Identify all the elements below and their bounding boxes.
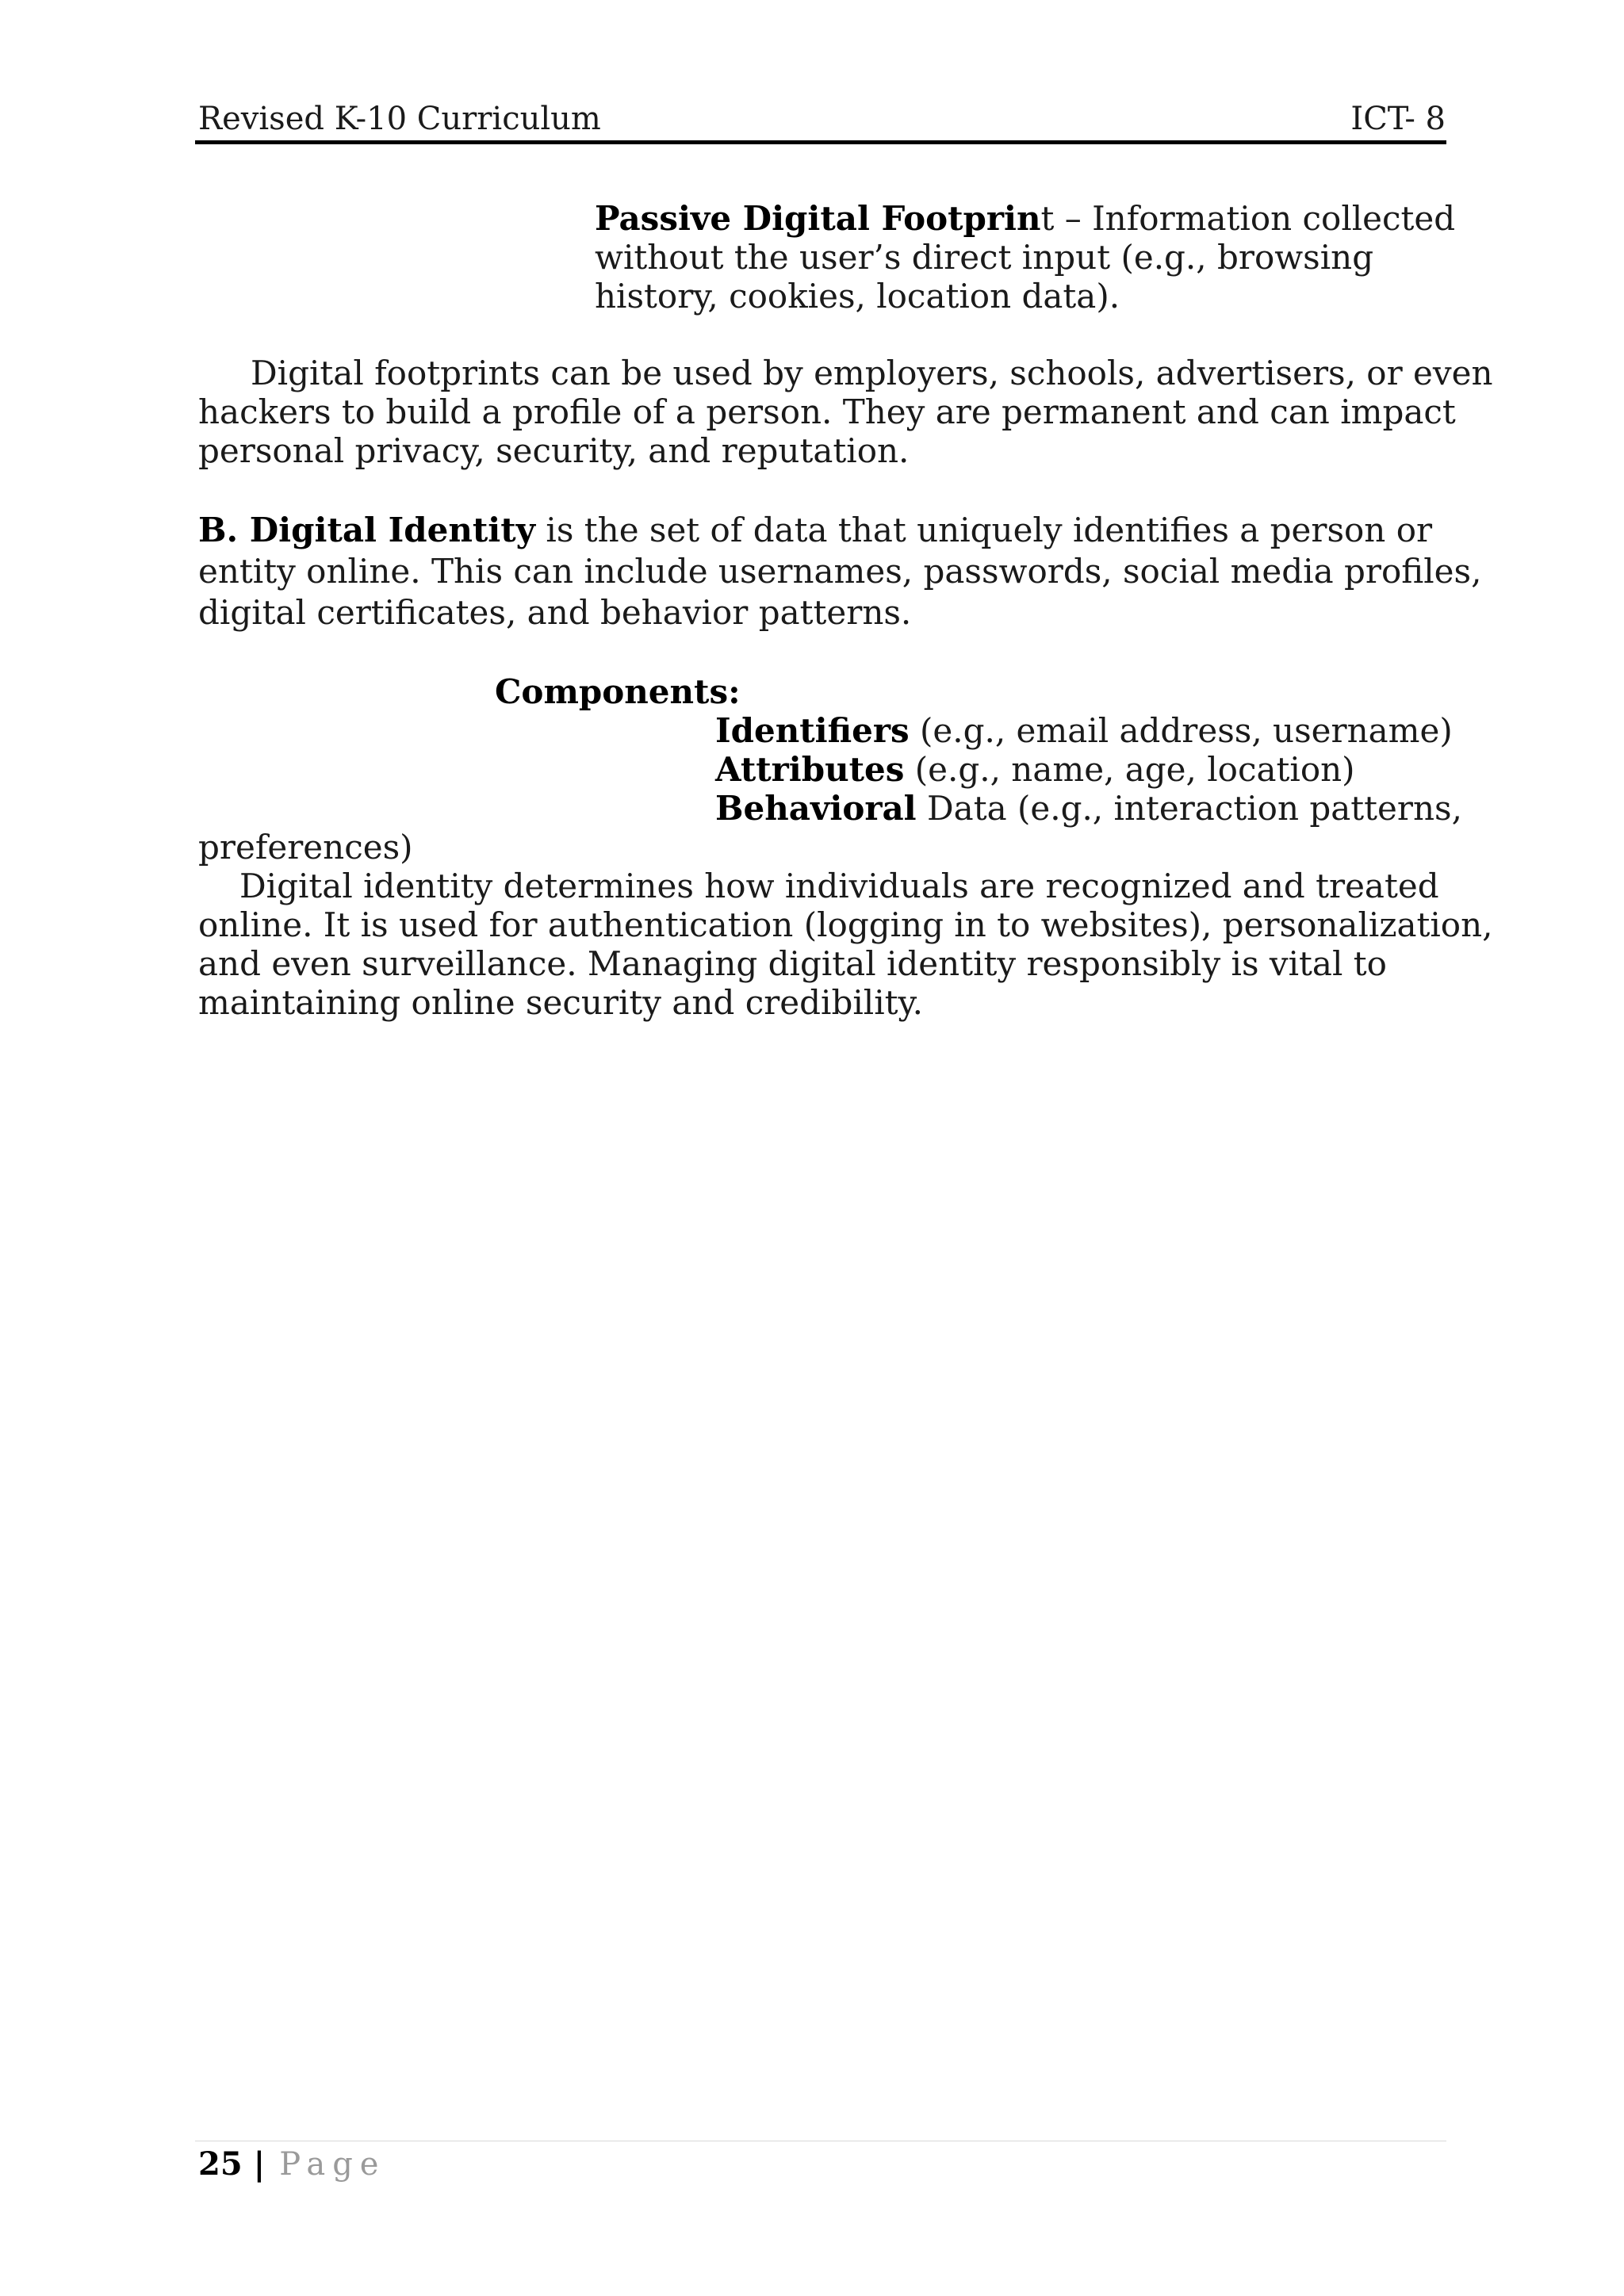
- header-subject-code: ICT- 8: [1350, 101, 1446, 137]
- identity-paragraph: [198, 867, 1492, 1022]
- page-label: Page: [279, 2146, 386, 2183]
- identity-line-3: digital certificates, and behavior patterns.: [198, 593, 912, 632]
- digital-identity-heading: B. Digital Identity: [198, 511, 536, 549]
- header-curriculum-title: Revised K-10 Curriculum: [198, 101, 601, 137]
- page-footer: [198, 2144, 385, 2185]
- footprints-paragraph: [198, 354, 1493, 470]
- passive-line-3: history, cookies, location data).: [595, 277, 1120, 316]
- passive-footprint-definition: Passive Digital Footprint – Information collected without the user’s direct input (e.g., browsing history, cookies, location data).: [595, 199, 1456, 316]
- footprints-line-2: hackers to build a profile of a person. They are permanent and can impact: [198, 392, 1456, 431]
- identity-paragraph-line-1: Digital identity determines how individuals are recognized and treated: [239, 867, 1439, 905]
- identity-line-2: entity online. This can include usernames, passwords, social media profiles,: [198, 552, 1482, 591]
- components-list: [715, 711, 1462, 828]
- components-wrap-text: preferences): [198, 828, 413, 867]
- passive-footprint-term: Passive Digital Footprin: [595, 199, 1041, 238]
- page-number: 25: [198, 2145, 243, 2183]
- component-item-identifiers: Identifiers (e.g., email address, username): [715, 711, 1453, 750]
- identity-paragraph-line-2: online. It is used for authentication (logging in to websites), personalization,: [198, 905, 1493, 944]
- identity-paragraph-line-3: and even surveillance. Managing digital identity responsibly is vital to: [198, 944, 1387, 983]
- footprints-line-1: Digital footprints can be used by employers, schools, advertisers, or even: [251, 354, 1493, 392]
- identity-paragraph-line-4: maintaining online security and credibility.: [198, 983, 924, 1022]
- footprints-line-3: personal privacy, security, and reputation.: [198, 431, 910, 470]
- passive-line-2: without the user’s direct input (e.g., browsing: [595, 238, 1374, 277]
- component-item-behavioral: Behavioral Data (e.g., interaction patterns,: [715, 789, 1462, 828]
- digital-identity-section: B. Digital Identity is the set of data that uniquely identifies a person or entity online. This can include usernames, passwords, social media profiles, digital certificates, and behavior patterns.: [198, 511, 1482, 632]
- footer-separator: |: [253, 2145, 266, 2183]
- components-heading: Components:: [495, 672, 741, 711]
- component-item-attributes: Attributes (e.g., name, age, location): [715, 750, 1355, 789]
- header-rule: [195, 140, 1446, 144]
